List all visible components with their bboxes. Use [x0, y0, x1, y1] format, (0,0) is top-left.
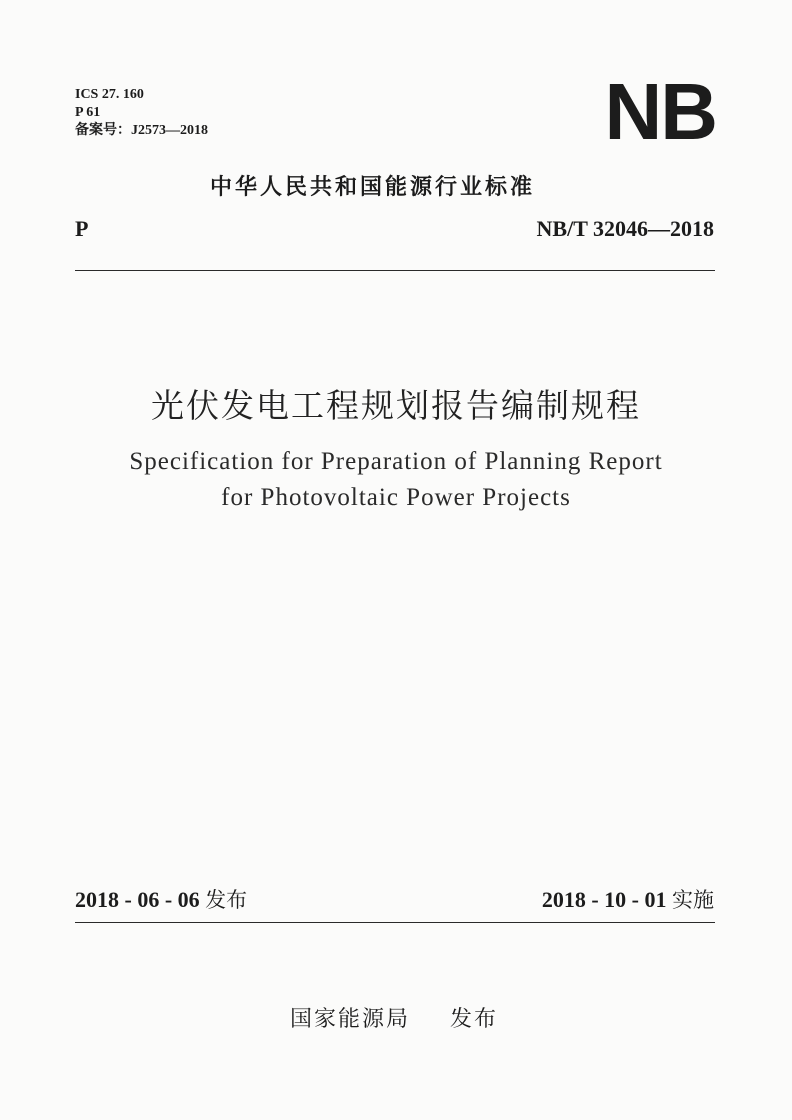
issue-date-label: 发布 [205, 888, 248, 912]
issuer-name: 国家能源局 [290, 1007, 411, 1032]
ccs-code: P 61 [75, 105, 101, 120]
title-english-line-1: Specification for Preparation of Planning Report [129, 448, 663, 475]
issue-date [75, 884, 247, 914]
effective-date [542, 884, 714, 914]
bottom-divider [75, 922, 715, 923]
effective-date-label: 实施 [672, 888, 714, 912]
issuer-label: 发布 [450, 1007, 499, 1032]
standard-number: NB/T 32046—2018 [536, 216, 714, 241]
top-divider [75, 270, 715, 271]
nb-logo: NB [604, 67, 716, 156]
effective-date-value: 2018 - 10 - 01 [541, 887, 667, 912]
issuer-line [290, 1002, 498, 1033]
classification-code: P [75, 216, 89, 241]
filing-number: 备案号：J2573—2018 [75, 123, 208, 138]
issue-date-value: 2018 - 06 - 06 [75, 887, 200, 912]
standard-category: 中华人民共和国能源行业标准 [210, 175, 536, 200]
title-chinese: 光伏发电工程规划报告编制规程 [151, 386, 641, 425]
ics-code: ICS 27. 160 [75, 87, 144, 102]
title-english-line-2: for Photovoltaic Power Projects [221, 484, 571, 511]
